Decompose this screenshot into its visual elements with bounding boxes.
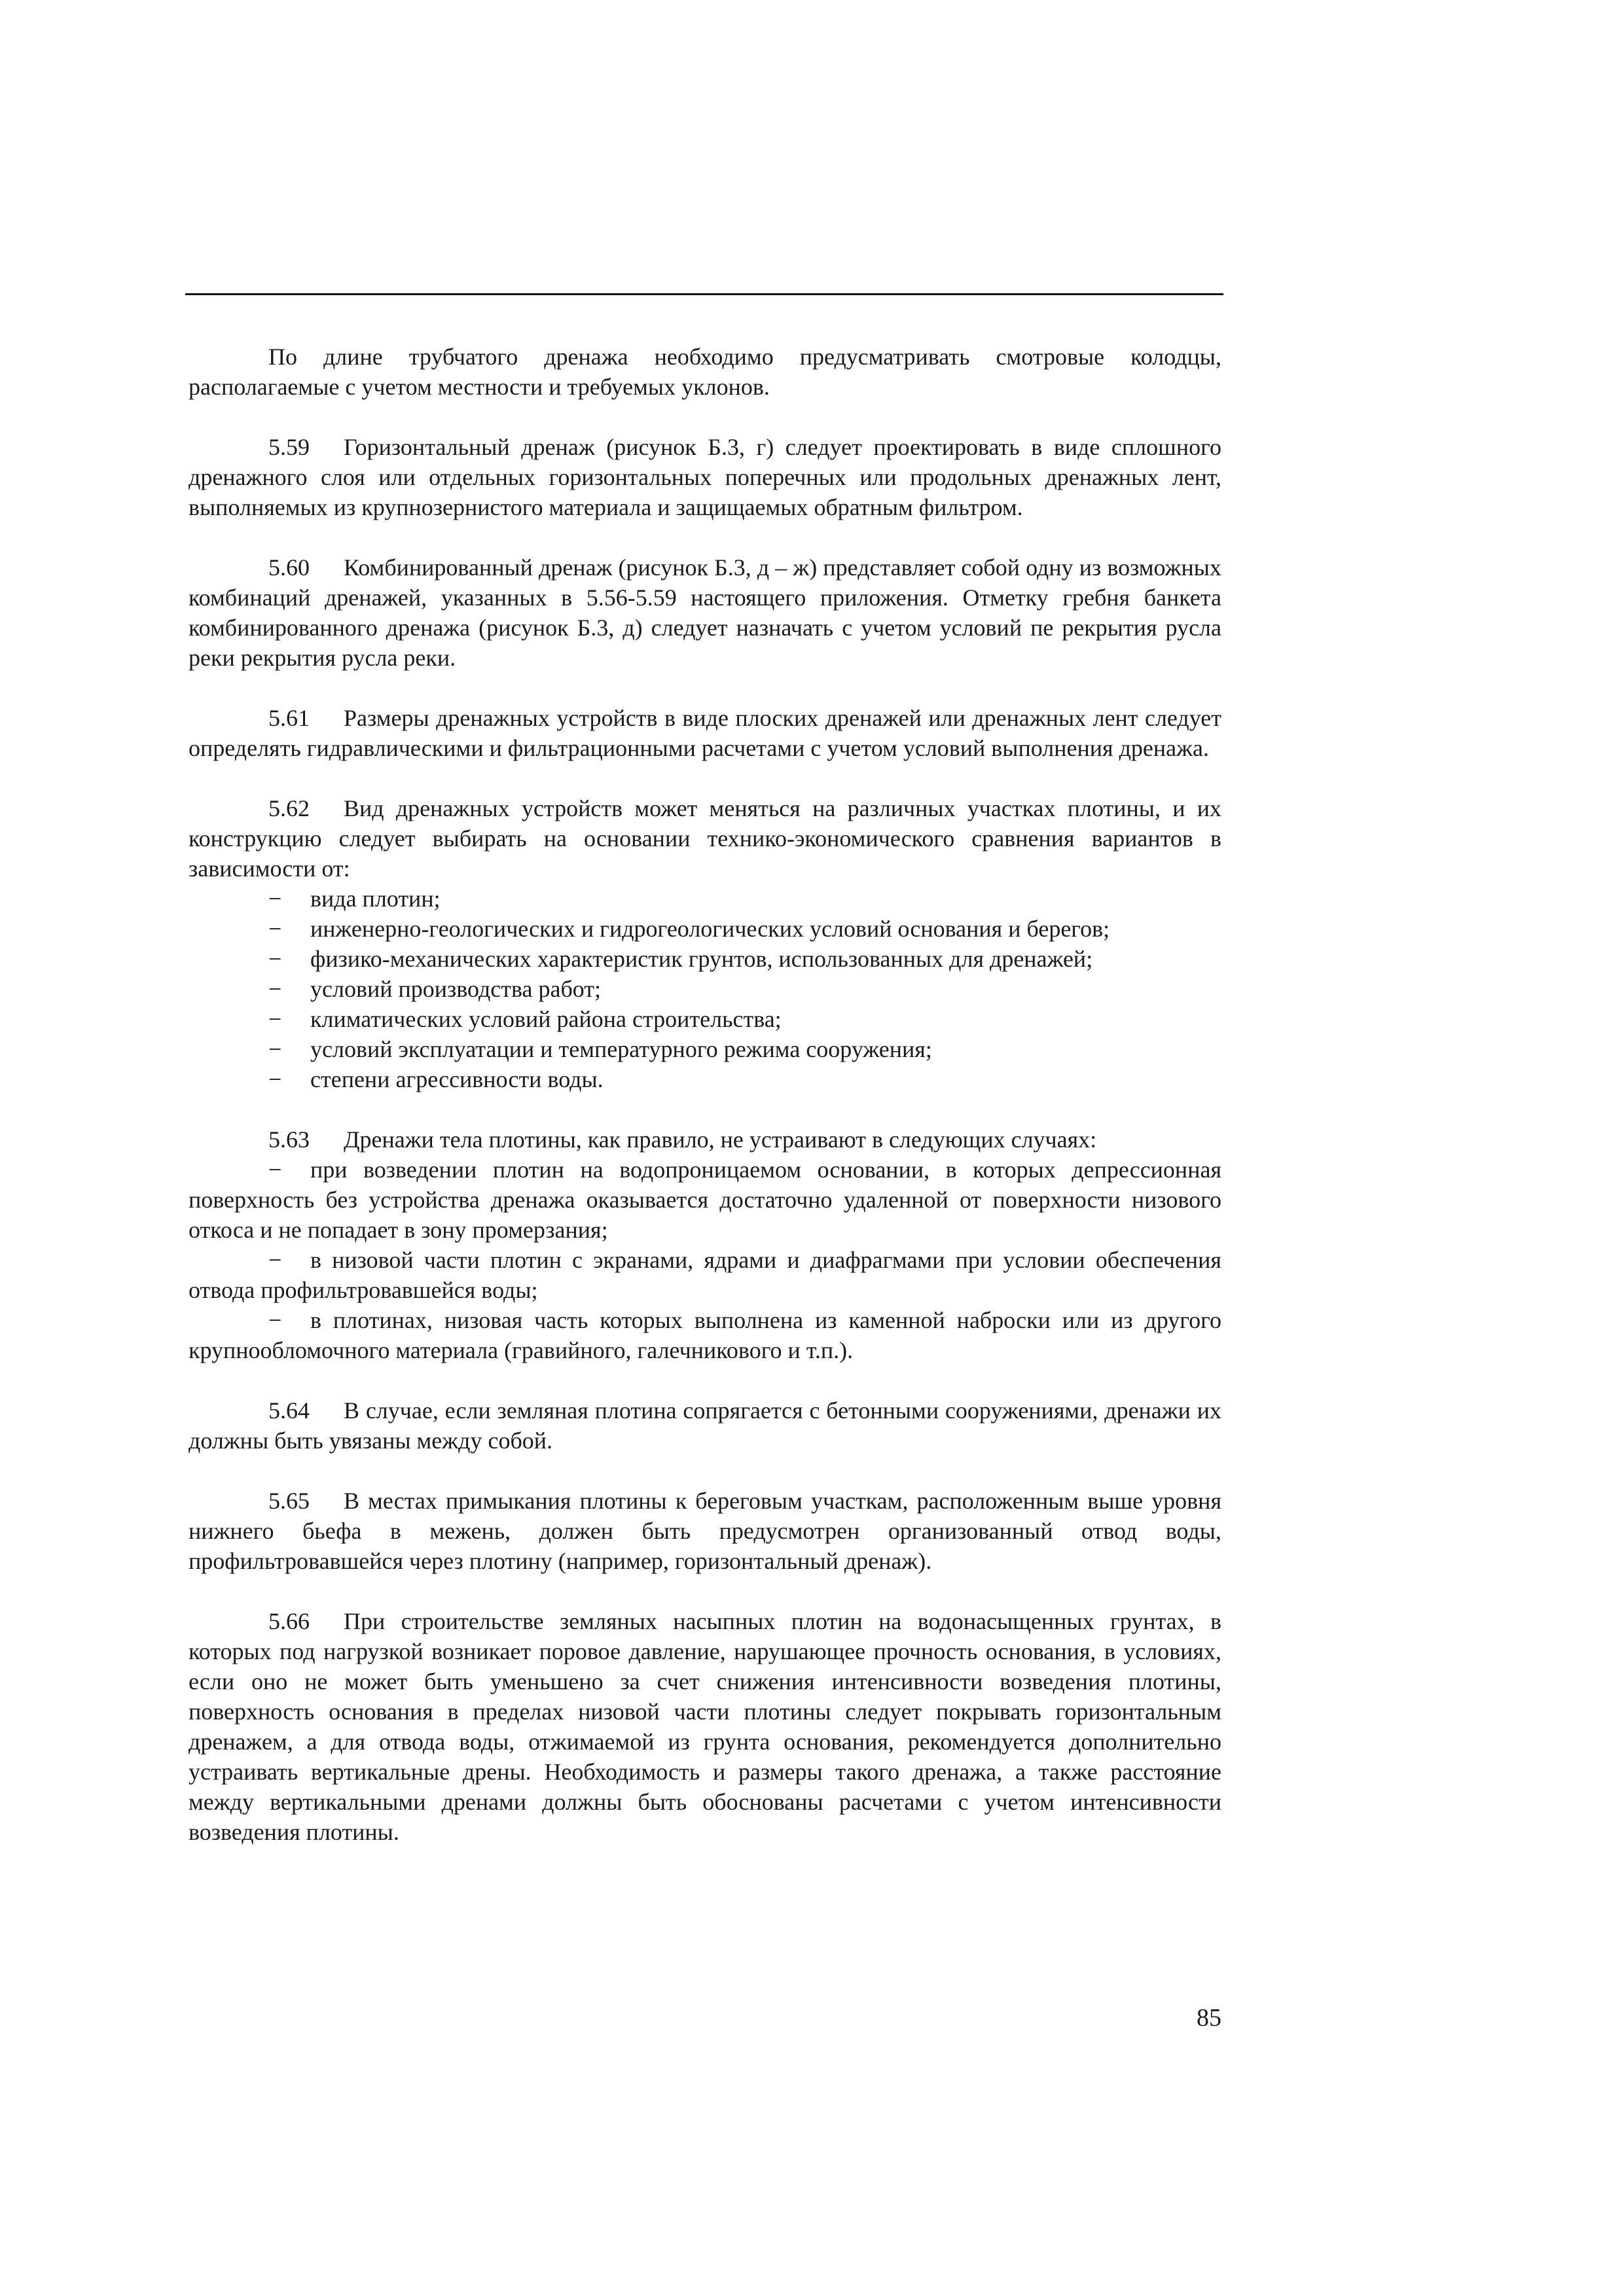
document-body (189, 342, 1221, 1877)
paragraph-5-63 (189, 1124, 1221, 1155)
list-item: − условий производства работ; (268, 974, 1221, 1004)
list-item: − физико-механических характеристик грунтов, использованных для дренажей; (268, 944, 1221, 974)
list-item: − инженерно-геологических и гидрогеологических условий основания и берегов; (268, 914, 1221, 944)
case-text: в плотинах, низовая часть которых выполнена из каменной наброски или из другого крупнообломочного материала (гравийного, галечникового и т.п.). (189, 1307, 1221, 1363)
list-item: − степени агрессивности воды. (268, 1064, 1221, 1094)
section-number: 5.65 (268, 1488, 310, 1514)
section-text: В случае, если земляная плотина сопрягается с бетонными сооружениями, дренажи их должны быть увязаны между собой. (189, 1397, 1221, 1454)
section-text: Вид дренажных устройств может меняться на различных участках плотины, и их конструкцию следует выбирать на основании технико-экономического сравнения вариантов в зависимости от: (189, 795, 1221, 882)
paragraph-5-62 (189, 793, 1221, 884)
page-number: 85 (1197, 2004, 1221, 2032)
paragraph-5-66 (189, 1606, 1221, 1847)
paragraph-5-61 (189, 703, 1221, 763)
header-rule (185, 293, 1223, 295)
paragraph-5-64 (189, 1395, 1221, 1456)
paragraph-5-60 (189, 552, 1221, 673)
section-number: 5.64 (268, 1397, 310, 1424)
section-number: 5.63 (268, 1126, 310, 1153)
case-item (189, 1305, 1221, 1365)
dash-marker: − (268, 1247, 282, 1273)
list-item: − вида плотин; (268, 884, 1221, 914)
section-number: 5.60 (268, 554, 310, 581)
case-text: в низовой части плотин с экранами, ядрами и диафрагмами при условии обеспечения отвода профильтровавшейся воды; (189, 1247, 1221, 1303)
section-number: 5.61 (268, 705, 310, 731)
section-text: Размеры дренажных устройств в виде плоских дренажей или дренажных лент следует определять гидравлическими и фильтрационными расчетами с учетом условий выполнения дренажа. (189, 705, 1221, 761)
factor-list (189, 884, 1221, 1094)
case-item (189, 1155, 1221, 1245)
paragraph-5-65 (189, 1486, 1221, 1576)
section-text: Дренажи тела плотины, как правило, не устраивают в следующих случаях: (344, 1126, 1097, 1153)
section-number: 5.66 (268, 1608, 310, 1634)
section-number: 5.62 (268, 795, 310, 821)
case-item (189, 1245, 1221, 1305)
paragraph-5-59 (189, 432, 1221, 522)
section-text: В местах примыкания плотины к береговым участкам, расположенным выше уровня нижнего бьефа в межень, должен быть предусмотрен организованный отвод воды, профильтровавшейся через плотину (например, горизонтальный дренаж). (189, 1488, 1221, 1574)
dash-marker: − (268, 1307, 282, 1333)
section-number: 5.59 (268, 434, 310, 460)
section-text: Комбинированный дренаж (рисунок Б.3, д – ж) представляет собой одну из возможных комбинаций дренажей, указанных в 5.56-5.59 настоящего приложения. Отметку гребня банкета комбинированного дренажа (рисунок Б.3, д) следует назначать с учетом условий пе рекрытия русла реки рекрытия русла реки. (189, 554, 1221, 671)
list-item: − климатических условий района строительства; (268, 1004, 1221, 1034)
paragraph-intro: По длине трубчатого дренажа необходимо предусматривать смотровые колодцы, располагаемые с учетом местности и требуемых уклонов. (189, 344, 1221, 400)
list-item: − условий эксплуатации и температурного режима сооружения; (268, 1034, 1221, 1064)
case-text: при возведении плотин на водопроницаемом основании, в которых депрессионная поверхность без устройства дренажа оказывается достаточно удаленной от поверхности низового откоса и не попадает в зону промерзания; (189, 1157, 1221, 1243)
section-text: Горизонтальный дренаж (рисунок Б.3, г) следует проектировать в виде сплошного дренажного слоя или отдельных горизонтальных поперечных или продольных дренажных лент, выполняемых из крупнозернистого материала и защищаемых обратным фильтром. (189, 434, 1221, 520)
dash-marker: − (268, 1157, 282, 1183)
section-text: При строительстве земляных насыпных плотин на водонасыщенных грунтах, в которых под нагрузкой возникает поровое давление, нарушающее прочность основания, в условиях, если оно не может быть уменьшено за счет снижения интенсивности возведения плотины, поверхность основания в пределах низовой части плотины следует покрывать горизонтальным дренажем, а для отвода воды, отжимаемой из грунта основания, рекомендуется дополнительно устраивать вертикальные дрены. Необходимость и размеры такого дренажа, а также расстояние между вертикальными дренами должны быть обоснованы расчетами с учетом интенсивности возведения плотины. (189, 1608, 1221, 1845)
